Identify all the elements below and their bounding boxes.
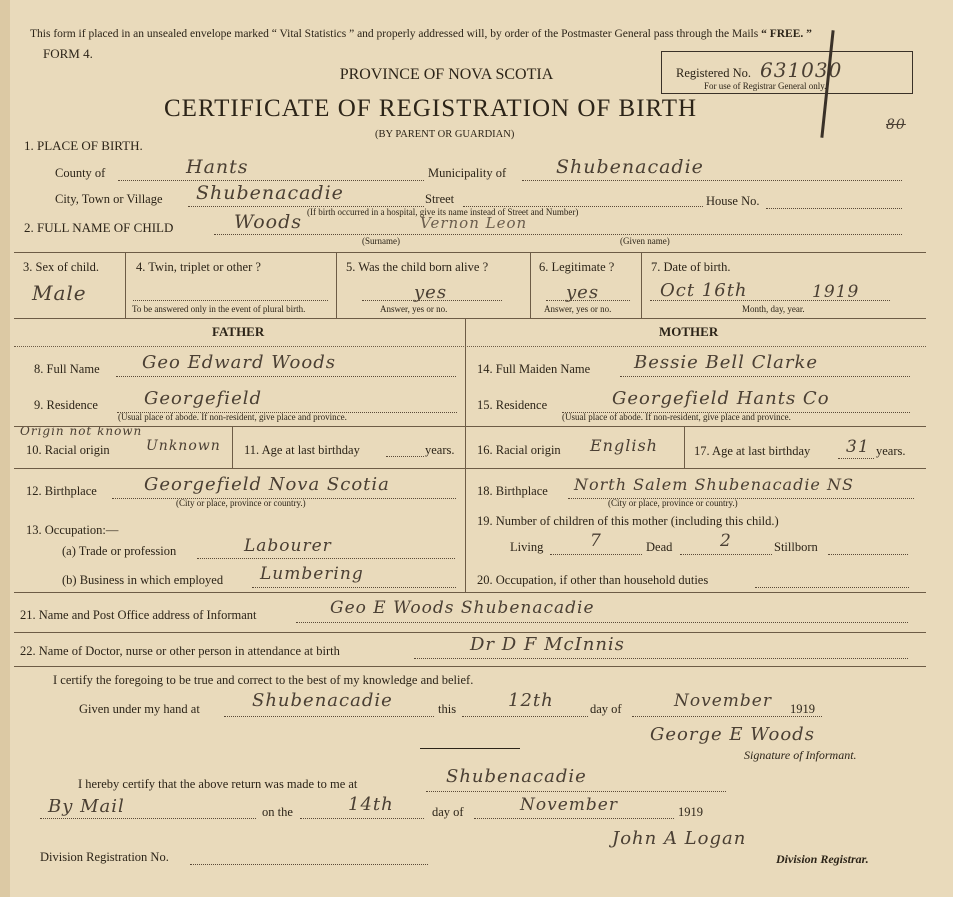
street-label: Street [425,192,455,206]
mother-residence-label: 15. Residence [477,398,548,412]
father-age-label: 11. Age at last birthday [244,443,360,457]
doctor-label: 22. Name of Doctor, nurse or other person in attendance at birth [20,644,340,658]
registrar-day-value: 14th [348,794,394,815]
registrar-on-label: on the [262,805,293,819]
municipality-label: Municipality of [428,166,507,180]
mother-heading: MOTHER [659,324,719,339]
alive-value: yes [414,282,448,303]
occupation-label: 13. Occupation:— [26,523,119,537]
informant-label: 21. Name and Post Office address of Informant [20,608,257,622]
twin-label: 4. Twin, triplet or other ? [136,260,261,274]
city-value: Shubenacadie [196,182,344,204]
children-count-label: 19. Number of children of this mother (including this child.) [477,514,779,528]
business-label: (b) Business in which employed [62,573,224,587]
mother-racial-value: English [590,436,658,455]
certificate-subtitle: (BY PARENT OR GUARDIAN) [375,129,515,140]
father-residence-value: Georgefield [144,388,262,409]
doctor-value: Dr D F McInnis [470,634,625,655]
left-edge-strip [0,0,10,897]
registrar-place-value: Shubenacadie [446,766,587,787]
city-label: City, Town or Village [55,192,163,206]
father-racial-value: Unknown [146,438,221,454]
postal-notice: This form if placed in an unsealed envelope marked “ Vital Statistics ” and properly addressed will, by order of the Postmaster General pass through the Mails “ FREE. ” [30,28,812,40]
division-registration-label: Division Registration No. [40,850,169,864]
given-caption: (Given name) [620,236,670,246]
father-name-label: 8. Full Name [34,362,100,376]
registrar-signature: John A Logan [612,828,747,849]
hospital-note: (If birth occurred in a hospital, give its name instead of Street and Number) [307,207,579,217]
mother-name-label: 14. Full Maiden Name [477,362,591,376]
registrar-by-value: By Mail [48,796,125,817]
father-age-suffix: years. [425,443,455,457]
mother-occupation-label: 20. Occupation, if other than household duties [477,573,709,587]
stillborn-label: Stillborn [774,540,818,554]
mother-racial-label: 16. Racial origin [477,443,561,457]
mother-name-value: Bessie Bell Clarke [634,352,819,373]
registrar-signature-caption: Division Registrar. [776,852,869,866]
corner-mark: 80 [886,117,906,133]
this-label: this [438,702,457,716]
informant-signature-caption: Signature of Informant. [744,748,857,762]
informant-value: Geo E Woods Shubenacadie [330,598,595,618]
trade-value: Labourer [244,536,332,556]
surname-caption: (Surname) [362,236,400,246]
trade-label: (a) Trade or profession [62,544,177,558]
mother-residence-value: Georgefield Hants Co [612,388,830,409]
mother-residence-note: (Usual place of abode. If non-resident, give place and province. [562,412,791,422]
alive-label: 5. Was the child born alive ? [346,260,489,274]
sex-value: Male [32,281,87,305]
certification-text: I certify the foregoing to be true and correct to the best of my knowledge and belief. [53,673,474,687]
registrar-certify-text: I hereby certify that the above return was made to me at [78,777,358,791]
legitimate-value: yes [566,282,600,303]
child-surname: Woods [234,211,303,233]
informant-signature: George E Woods [650,724,815,745]
date-note: Month, day, year. [742,304,805,314]
alive-note: Answer, yes or no. [380,304,448,314]
father-birthplace-value: Georgefield Nova Scotia [144,474,390,495]
child-given-name: Vernon Leon [420,214,528,232]
registrar-month-value: November [520,795,618,815]
given-day-of-label: day of [590,702,622,716]
registrar-year-value: 1919 [678,805,703,819]
registered-label: Registered No. [676,66,751,80]
business-value: Lumbering [260,564,364,584]
place-of-birth-heading: 1. PLACE OF BIRTH. [24,138,143,153]
certificate-title: CERTIFICATE OF REGISTRATION OF BIRTH [164,95,698,122]
given-place-value: Shubenacadie [252,690,393,711]
dead-label: Dead [646,540,673,554]
mother-age-value: 31 [846,437,870,457]
father-birthplace-note: (City or place, province or country.) [176,498,306,508]
given-day-value: 12th [508,690,554,711]
house-label: House No. [706,194,760,208]
mother-birthplace-value: North Salem Shubenacadie NS [574,475,854,494]
mother-age-suffix: years. [876,444,906,458]
registrar-note: For use of Registrar General only. [704,81,827,91]
registrar-day-of-label: day of [432,805,464,819]
father-heading: FATHER [212,324,265,339]
year-of-birth-value: 1919 [812,282,860,302]
living-label: Living [510,540,544,554]
father-racial-label: 10. Racial origin [26,443,110,457]
date-of-birth-value: Oct 16th [660,280,748,301]
mother-birthplace-label: 18. Birthplace [477,484,548,498]
given-month-value: November [674,691,772,711]
father-origin-note: Origin not known [20,424,143,438]
province-title: PROVINCE OF NOVA SCOTIA [339,66,554,83]
municipality-value: Shubenacadie [556,156,704,178]
form-number: FORM 4. [43,46,93,61]
given-under-hand-label: Given under my hand at [79,702,200,716]
father-residence-label: 9. Residence [34,398,98,412]
mother-age-label: 17. Age at last birthday [694,444,811,458]
legitimate-label: 6. Legitimate ? [539,260,615,274]
dead-value: 2 [720,531,732,551]
twin-note: To be answered only in the event of plural birth. [132,304,306,314]
county-label: County of [55,166,106,180]
mother-birthplace-note: (City or place, province or country.) [608,498,738,508]
father-residence-note: (Usual place of abode. If non-resident, give place and province. [118,412,347,422]
date-of-birth-label: 7. Date of birth. [651,260,731,274]
father-name-value: Geo Edward Woods [142,352,336,373]
legitimate-note: Answer, yes or no. [544,304,612,314]
child-name-label: 2. FULL NAME OF CHILD [24,220,174,235]
county-value: Hants [186,156,249,178]
registered-number: 631030 [760,58,843,82]
sex-label: 3. Sex of child. [23,260,100,274]
father-birthplace-label: 12. Birthplace [26,484,97,498]
living-value: 7 [590,531,602,551]
given-year-value: 1919 [790,702,815,716]
